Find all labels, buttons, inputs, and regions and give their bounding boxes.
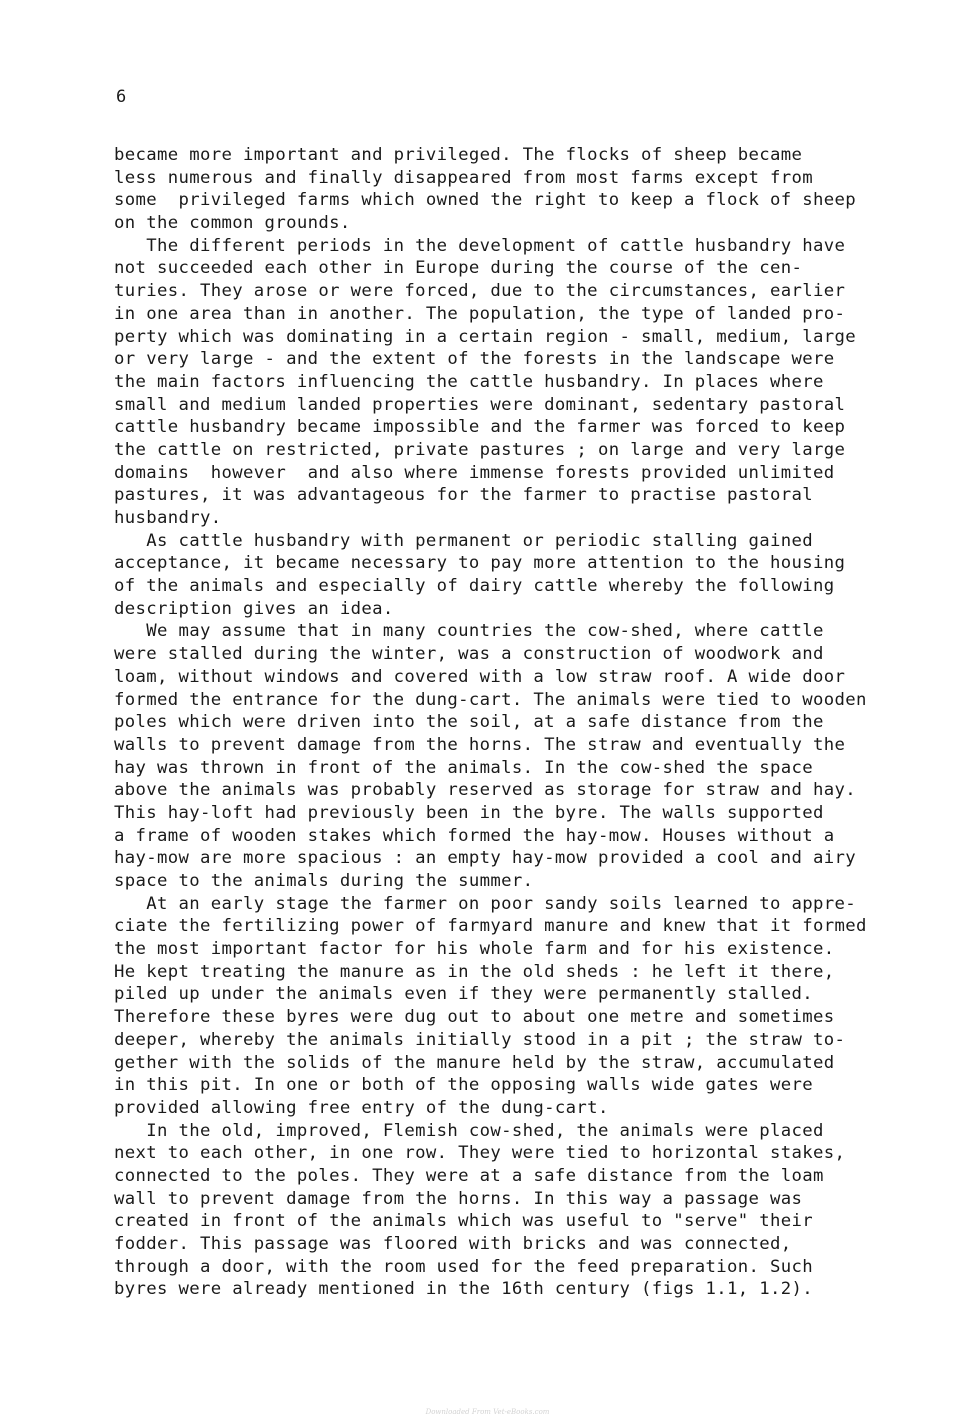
text-line: loam, without windows and covered with a low straw roof. A wide door: [114, 666, 846, 687]
text-line: through a door, with the room used for the feed preparation. Such: [114, 1256, 814, 1277]
text-line: In the old, improved, Flemish cow-shed, the animals were placed: [114, 1120, 824, 1141]
text-line: hay was thrown in front of the animals. In the cow-shed the space: [114, 757, 814, 778]
page-number: 6: [116, 87, 127, 107]
text-line: The different periods in the development of cattle husbandry have: [114, 235, 846, 256]
text-line: some privileged farms which owned the right to keep a flock of sheep: [114, 190, 857, 211]
text-line: ciate the fertilizing power of farmyard manure and knew that it formed: [114, 916, 867, 937]
text-line: At an early stage the farmer on poor sandy soils learned to appre-: [114, 893, 857, 914]
text-line: walls to prevent damage from the horns. The straw and eventually the: [114, 734, 846, 755]
text-line: gether with the solids of the manure held by the straw, accumulated: [114, 1052, 835, 1073]
text-line: We may assume that in many countries the cow-shed, where cattle: [114, 621, 824, 642]
text-line: above the animals was probably reserved as storage for straw and hay.: [114, 780, 857, 801]
text-line: formed the entrance for the dung-cart. The animals were tied to wooden: [114, 689, 867, 710]
text-line: He kept treating the manure as in the old sheds : he left it there,: [114, 961, 835, 982]
text-line: As cattle husbandry with permanent or periodic stalling gained: [114, 530, 814, 551]
text-line: the main factors influencing the cattle husbandry. In places where: [114, 371, 824, 392]
text-line: turies. They arose or were forced, due to the circumstances, earlier: [114, 281, 846, 302]
text-line: the cattle on restricted, private pastures ; on large and very large: [114, 439, 846, 460]
text-line: created in front of the animals which was useful to "serve" their: [114, 1211, 814, 1232]
text-line: This hay-loft had previously been in the byre. The walls supported: [114, 802, 824, 823]
download-watermark: Downloaded From Vet-eBooks.com: [425, 1408, 550, 1416]
text-line: fodder. This passage was floored with bricks and was connected,: [114, 1234, 792, 1254]
text-line: description gives an idea.: [114, 598, 394, 619]
text-line: a frame of wooden stakes which formed the hay-mow. Houses without a: [114, 825, 835, 846]
text-line: byres were already mentioned in the 16th century (figs 1.1, 1.2).: [114, 1279, 814, 1300]
text-line: husbandry.: [114, 508, 222, 528]
text-line: in one area than in another. The population, the type of landed pro-: [114, 303, 846, 324]
text-line: next to each other, in one row. They were tied to horizontal stakes,: [114, 1143, 846, 1164]
text-line: pastures, it was advantageous for the farmer to practise pastoral: [114, 485, 814, 506]
text-line: acceptance, it became necessary to pay more attention to the housing: [114, 553, 846, 574]
text-line: on the common grounds.: [114, 213, 351, 234]
text-line: wall to prevent damage from the horns. In this way a passage was: [114, 1188, 803, 1209]
text-line: provided allowing free entry of the dung-cart.: [114, 1097, 609, 1118]
text-line: space to the animals during the summer.: [114, 871, 534, 891]
text-line: became more important and privileged. The flocks of sheep became: [114, 145, 803, 165]
body-text: [114, 144, 914, 1301]
text-line: less numerous and finally disappeared from most farms except from: [114, 167, 814, 188]
text-line: of the animals and especially of dairy cattle whereby the following: [114, 576, 835, 597]
text-line: were stalled during the winter, was a construction of woodwork and: [114, 644, 824, 665]
text-line: cattle husbandry became impossible and the farmer was forced to keep: [114, 417, 846, 438]
text-line: poles which were driven into the soil, at a safe distance from the: [114, 712, 824, 733]
text-line: domains however and also where immense forests provided unlimited: [114, 462, 835, 483]
text-line: not succeeded each other in Europe during the course of the cen-: [114, 258, 803, 279]
text-line: Therefore these byres were dug out to about one metre and sometimes: [114, 1007, 835, 1028]
text-line: piled up under the animals even if they were permanently stalled.: [114, 984, 814, 1005]
text-line: the most important factor for his whole farm and for his existence.: [114, 939, 835, 960]
text-line: connected to the poles. They were at a safe distance from the loam: [114, 1165, 824, 1186]
text-line: hay-mow are more spacious : an empty hay-mow provided a cool and airy: [114, 848, 857, 869]
text-line: deeper, whereby the animals initially stood in a pit ; the straw to-: [114, 1029, 846, 1050]
text-line: in this pit. In one or both of the opposing walls wide gates were: [114, 1075, 814, 1096]
text-line: small and medium landed properties were dominant, sedentary pastoral: [114, 394, 846, 415]
text-line: perty which was dominating in a certain region - small, medium, large: [114, 326, 857, 347]
text-line: or very large - and the extent of the forests in the landscape were: [114, 349, 835, 370]
